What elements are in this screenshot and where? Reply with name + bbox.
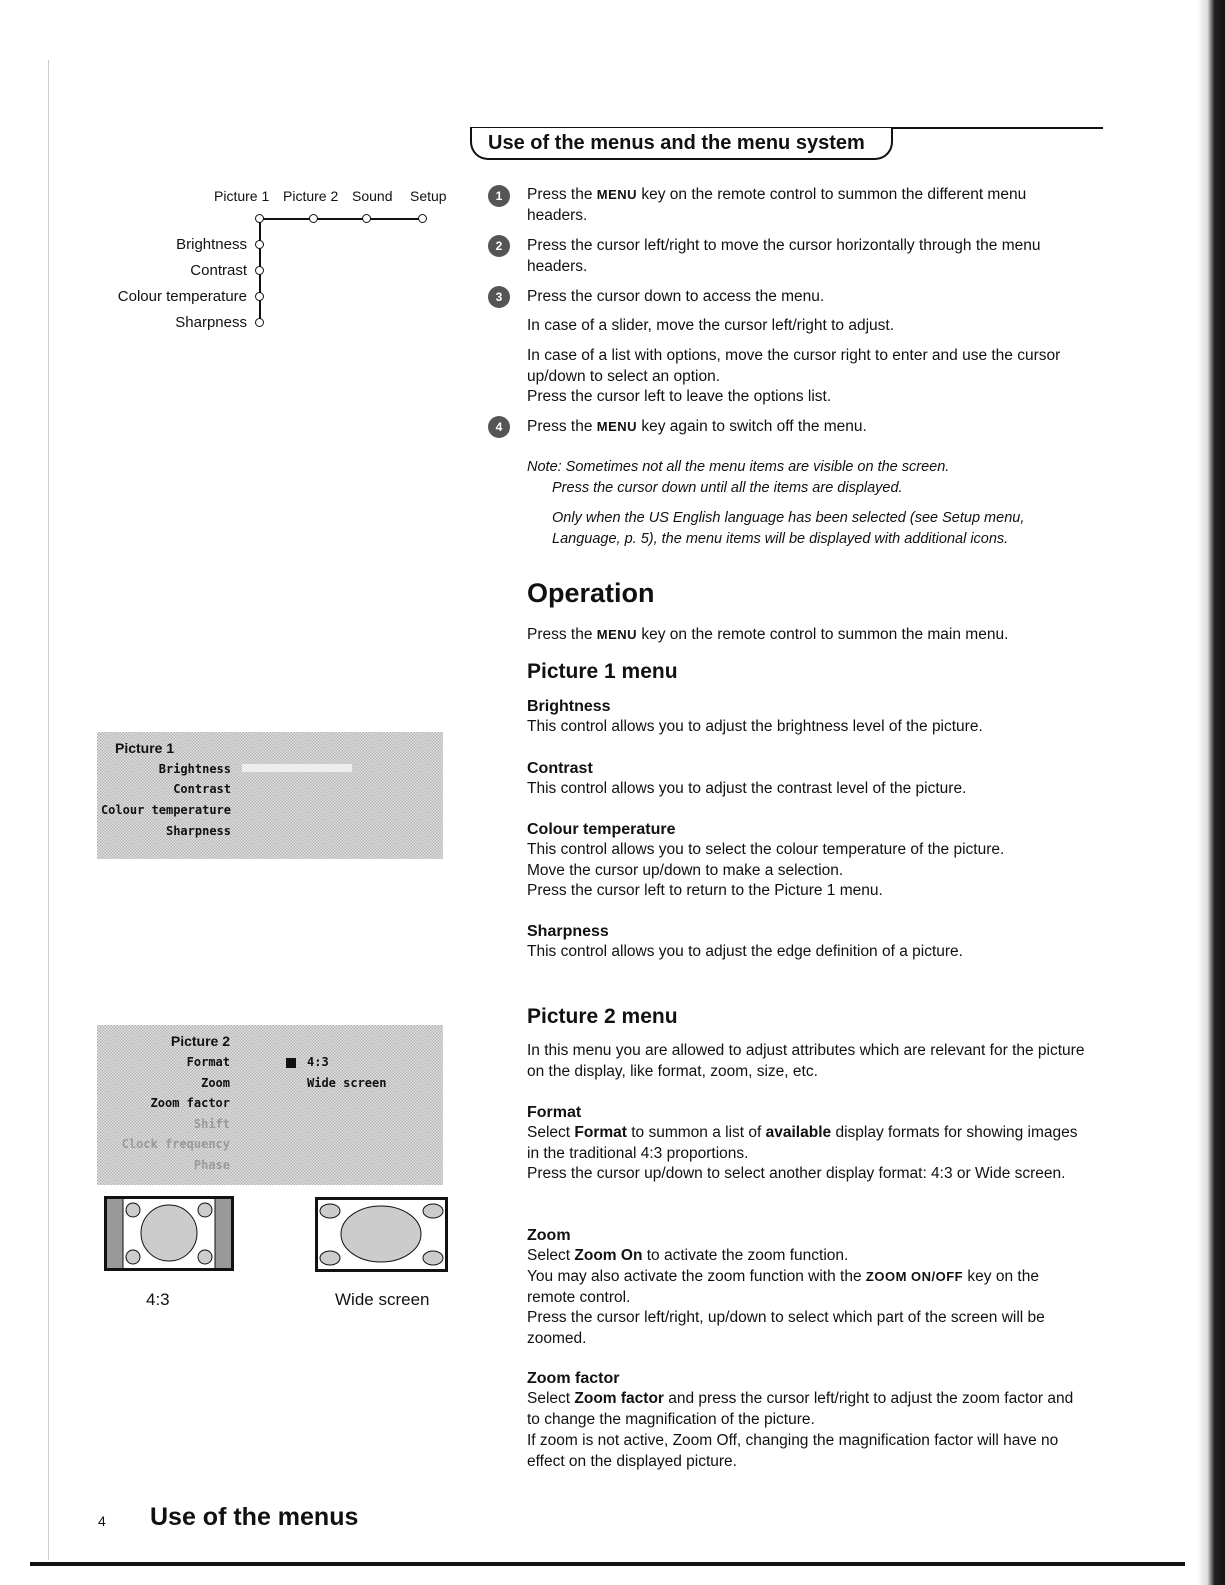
format-label: Wide screen <box>335 1290 430 1309</box>
picture1-heading: Picture 1 menu <box>527 660 678 683</box>
screen-item: Format <box>186 1055 230 1069</box>
step-1-icon: 1 <box>488 185 510 207</box>
step-4-icon: 4 <box>488 416 510 438</box>
zoom-heading: Zoom <box>527 1227 571 1244</box>
zoom-factor-text: Select Zoom factor and press the cursor left/right to adjust the zoom factor and to change the magnification of the picture. <box>527 1390 1074 1428</box>
zoom-text: You may also activate the zoom function with the ZOOM ON/OFF key on the remote control. <box>527 1268 1039 1306</box>
tree-tab: Setup <box>410 188 447 204</box>
zoom-text: Select Zoom On to activate the zoom function. <box>527 1247 849 1264</box>
colour-temperature-text: This control allows you to select the colour temperature of the picture. <box>527 841 1005 858</box>
step-2-text: Press the cursor left/right to move the cursor horizontally through the menu headers. <box>527 237 1041 275</box>
tree-tab: Picture 1 <box>214 188 270 204</box>
selected-marker-icon <box>286 1058 296 1068</box>
format-4-3-illustration <box>104 1196 234 1271</box>
colour-temperature-heading: Colour temperature <box>527 821 676 838</box>
footer-title: Use of the menus <box>150 1503 359 1531</box>
colour-temperature-text: Move the cursor up/down to make a selection. <box>527 862 844 879</box>
step-3-detail: In case of a list with options, move the cursor right to enter and use the cursor up/down to select an option. <box>527 347 1061 385</box>
screen-item: Brightness <box>158 762 231 776</box>
step-3-icon: 3 <box>488 286 510 308</box>
screen-title: Picture 2 <box>170 1033 230 1049</box>
brightness-text: This control allows you to adjust the brightness level of the picture. <box>527 718 983 735</box>
format-heading: Format <box>527 1104 582 1121</box>
step-3-detail: In case of a slider, move the cursor left/right to adjust. <box>527 317 895 334</box>
screen-item: Clock frequency <box>121 1137 230 1151</box>
tree-tab: Picture 2 <box>283 188 339 204</box>
colour-temperature-text: Press the cursor left to return to the Picture 1 menu. <box>527 882 883 899</box>
page-number: 4 <box>98 1513 106 1529</box>
note-line: Press the cursor down until all the items are displayed. <box>552 480 903 496</box>
screen-title: Picture 1 <box>115 740 175 756</box>
contrast-heading: Contrast <box>527 760 593 777</box>
contrast-text: This control allows you to adjust the contrast level of the picture. <box>527 780 967 797</box>
tree-item: Sharpness <box>175 314 247 331</box>
zoom-factor-heading: Zoom factor <box>527 1370 620 1387</box>
brightness-heading: Brightness <box>527 698 611 715</box>
picture1-screen <box>97 732 443 859</box>
screen-item: Colour temperature <box>100 803 231 817</box>
operation-heading: Operation <box>527 578 655 608</box>
note-line: Only when the US English language has been selected (see Setup menu, Language, p. 5), the menu items will be displayed with additional icons. <box>552 510 1025 547</box>
format-text: Select Format to summon a list of available display formats for showing images in the traditional 4:3 proportions. <box>527 1124 1078 1162</box>
bottom-rule <box>30 1562 1185 1566</box>
zoom-text: Press the cursor left/right, up/down to select which part of the screen will be zoomed. <box>527 1309 1045 1347</box>
screen-option: 4:3 <box>307 1055 329 1069</box>
sharpness-heading: Sharpness <box>527 923 609 940</box>
zoom-factor-text: If zoom is not active, Zoom Off, changing the magnification factor will have no effect on the displayed picture. <box>527 1432 1059 1470</box>
format-label: 4:3 <box>146 1290 170 1309</box>
step-4-text: Press the MENU key again to switch off the menu. <box>527 418 867 435</box>
step-3-detail: Press the cursor left to leave the options list. <box>527 388 832 405</box>
format-text: Press the cursor up/down to select another display format: 4:3 or Wide screen. <box>527 1165 1066 1182</box>
step-2-icon: 2 <box>488 235 510 257</box>
tree-item: Colour temperature <box>117 288 247 305</box>
step-1-text: Press the MENU key on the remote control to summon the different menu headers. <box>527 186 1027 224</box>
section-header: Use of the menus and the menu system <box>470 128 893 160</box>
brightness-slider <box>242 764 352 772</box>
scan-edge <box>1155 0 1225 1585</box>
picture2-intro: In this menu you are allowed to adjust attributes which are relevant for the picture on the display, like format, zoom, size, etc. <box>527 1042 1085 1080</box>
screen-item: Zoom <box>201 1076 230 1090</box>
screen-item: Contrast <box>173 782 231 796</box>
screen-item: Shift <box>193 1117 230 1131</box>
tree-item: Contrast <box>190 262 247 279</box>
sharpness-text: This control allows you to adjust the edge definition of a picture. <box>527 943 963 960</box>
menu-tree-diagram <box>0 0 460 340</box>
picture2-screen <box>97 1025 443 1185</box>
step-3-text: Press the cursor down to access the menu. <box>527 288 825 305</box>
tree-tab: Sound <box>352 188 393 204</box>
screen-item: Sharpness <box>165 824 231 838</box>
screen-item: Phase <box>193 1158 230 1172</box>
screen-option: Wide screen <box>307 1076 387 1090</box>
picture2-heading: Picture 2 menu <box>527 1005 678 1028</box>
format-widescreen-illustration <box>315 1197 448 1272</box>
operation-text: Press the MENU key on the remote control to summon the main menu. <box>527 626 1009 643</box>
tree-item: Brightness <box>176 236 247 253</box>
screen-item: Zoom factor <box>150 1096 230 1110</box>
note-line: Note: Sometimes not all the menu items are visible on the screen. <box>527 459 950 475</box>
